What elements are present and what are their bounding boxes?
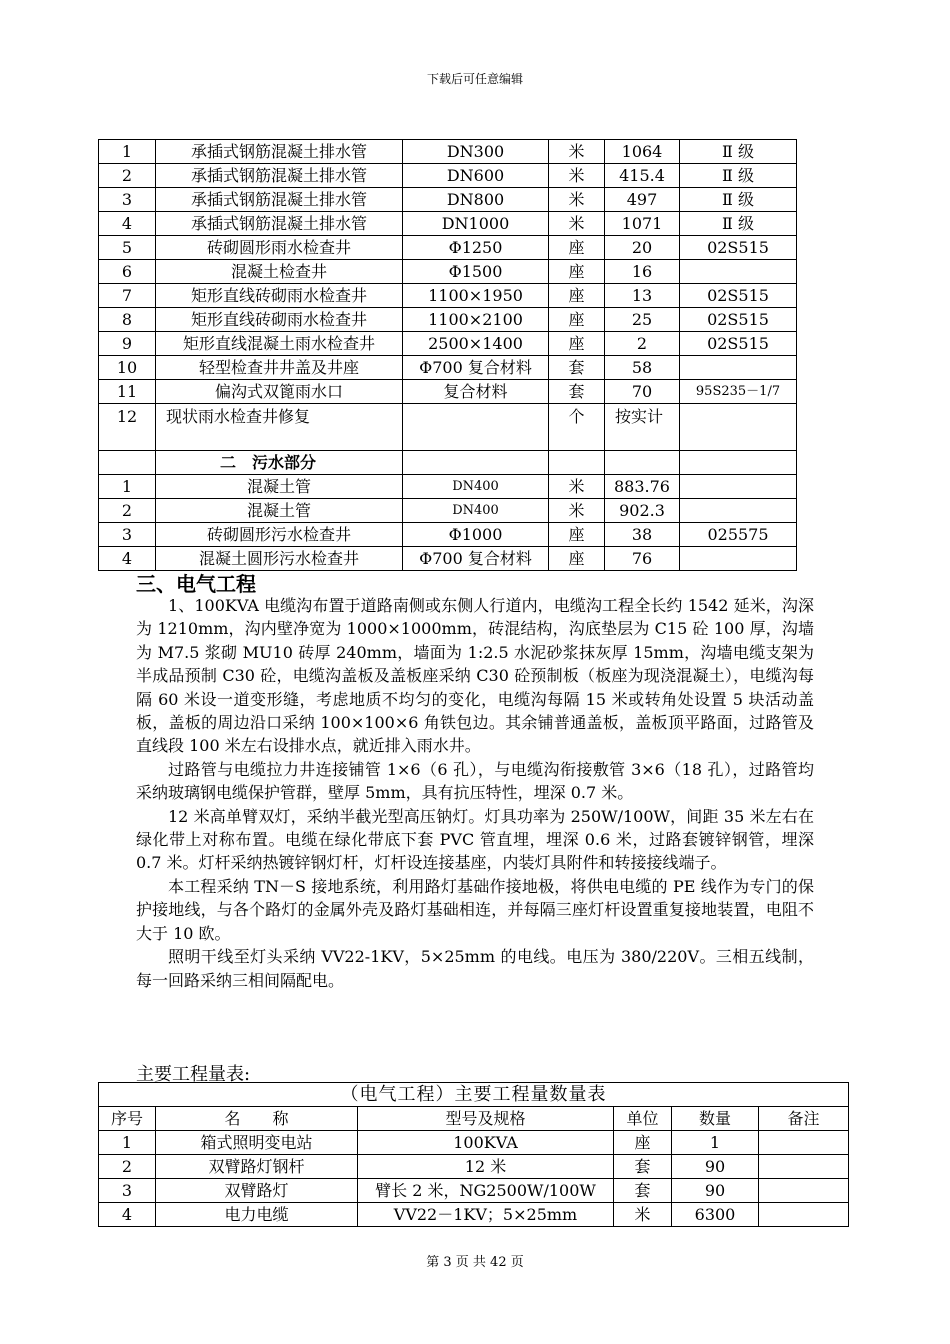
table-cell: 25	[605, 308, 680, 332]
table-cell: 8	[99, 308, 156, 332]
paragraph: 1、100KVA 电缆沟布置于道路南侧或东侧人行道内，电缆沟工程全长约 1542 延米，沟深为 1210mm，沟内壁净宽为 1000×1000mm，砖混结构，沟底垫层为 C15 砼 100 厚，沟墙为 M7.5 浆砌 MU10 砖厚 240mm，墙面为 1:2.5 水泥砂浆抹灰厚 15mm，沟墙电缆支架为半成品预制 C30 砼，电缆沟盖板及盖板座采纳 C30 砼预制板（板座为现浇混凝土），电缆沟每隔 60 米设一道变形缝，考虑地质不均匀的变化，电缆沟每隔 15 米或转角处设置 5 块活动盖板，盖板的周边沿口采纳 100×100×6 角铁包边。其余铺普通盖板，盖板顶平路面，过路管及直线段 100 米左右设排水点，就近排入雨水井。	[136, 596, 814, 756]
table-cell: 电力电缆	[156, 1203, 358, 1227]
table-cell: 2	[99, 164, 156, 188]
section-row	[99, 451, 797, 475]
table-cell: 米	[549, 164, 605, 188]
table-cell	[680, 475, 797, 499]
table-cell	[549, 451, 605, 475]
table-cell: 套	[549, 356, 605, 380]
table-cell: 个	[549, 404, 605, 451]
table-cell: 矩形直线砖砌雨水检查井	[156, 308, 403, 332]
table-cell: Φ1250	[403, 236, 549, 260]
electrical-description	[136, 594, 814, 992]
table-cell	[403, 451, 549, 475]
table-cell: 座	[549, 236, 605, 260]
table-cell	[759, 1155, 849, 1179]
table-cell: 10	[99, 356, 156, 380]
table-cell: DN400	[403, 499, 549, 523]
table-cell: 套	[614, 1179, 672, 1203]
table-cell	[680, 499, 797, 523]
table-cell	[605, 451, 680, 475]
table-row	[99, 356, 797, 380]
table-cell: 现状雨水检查井修复	[156, 404, 403, 451]
table-cell: 偏沟式双篦雨水口	[156, 380, 403, 404]
table-cell: 12	[99, 404, 156, 451]
table-cell: 11	[99, 380, 156, 404]
table-cell: Φ700 复合材料	[403, 547, 549, 571]
table-cell: 9	[99, 332, 156, 356]
table-cell: 025575	[680, 523, 797, 547]
table-cell: 3	[99, 523, 156, 547]
section-heading-electrical: 三、电气工程	[136, 572, 256, 596]
table-row	[99, 1131, 849, 1155]
paragraph: 过路管与电缆拉力井连接铺管 1×6（6 孔），与电缆沟衔接敷管 3×6（18 孔），过路管均采纳玻璃钢电缆保护管群，壁厚 5mm，具有抗压特性，埋深 0.7 米。	[136, 759, 814, 803]
table-cell: 混凝土圆形污水检查井	[156, 547, 403, 571]
electrical-quantity-table	[98, 1082, 849, 1227]
drainage-quantity-table	[98, 139, 797, 571]
table-cell: 13	[605, 284, 680, 308]
table-cell: DN1000	[403, 212, 549, 236]
table-cell: 1100×2100	[403, 308, 549, 332]
table-cell: 12 米	[358, 1155, 614, 1179]
table-cell: 100KVA	[358, 1131, 614, 1155]
table-row	[99, 547, 797, 571]
table-cell: 3	[99, 188, 156, 212]
table-cell: 名 称	[156, 1107, 358, 1131]
table-cell: 6	[99, 260, 156, 284]
table-cell: 套	[614, 1155, 672, 1179]
table-row	[99, 380, 797, 404]
table-cell: 4	[99, 212, 156, 236]
table-cell: 1064	[605, 140, 680, 164]
table-cell: 座	[614, 1131, 672, 1155]
table-cell: DN600	[403, 164, 549, 188]
table-cell: 砖砌圆形雨水检查井	[156, 236, 403, 260]
table-cell: 矩形直线混凝土雨水检查井	[156, 332, 403, 356]
table-cell: 按实计	[605, 404, 680, 451]
table-cell	[403, 404, 549, 451]
table-cell: 1	[672, 1131, 759, 1155]
table-cell: VV22－1KV；5×25mm	[358, 1203, 614, 1227]
table-cell: 4	[99, 547, 156, 571]
table-cell: 型号及规格	[358, 1107, 614, 1131]
table-cell: 2	[99, 499, 156, 523]
table-cell: 497	[605, 188, 680, 212]
table-cell: 58	[605, 356, 680, 380]
table-title: （电气工程）主要工程量数量表	[99, 1083, 849, 1107]
table-cell	[680, 404, 797, 451]
table-cell: 20	[605, 236, 680, 260]
table-cell: Ⅱ 级	[680, 140, 797, 164]
table-cell: 76	[605, 547, 680, 571]
table-cell: 2500×1400	[403, 332, 549, 356]
table-cell: 902.3	[605, 499, 680, 523]
table-row	[99, 332, 797, 356]
table-cell: 5	[99, 236, 156, 260]
table-cell: DN300	[403, 140, 549, 164]
table-cell: 混凝土管	[156, 499, 403, 523]
section-title-sewage: 二 污水部分	[156, 451, 403, 475]
table-cell: 883.76	[605, 475, 680, 499]
table-cell: 座	[549, 308, 605, 332]
table-cell: 座	[549, 332, 605, 356]
table-cell: 38	[605, 523, 680, 547]
table-cell: 02S515	[680, 308, 797, 332]
table-cell: 70	[605, 380, 680, 404]
table-cell: 座	[549, 523, 605, 547]
table-cell: 16	[605, 260, 680, 284]
table-cell: Ⅱ 级	[680, 164, 797, 188]
table-cell: 2	[605, 332, 680, 356]
table-cell: 02S515	[680, 284, 797, 308]
table-cell: 承插式钢筋混凝土排水管	[156, 164, 403, 188]
table-cell: DN400	[403, 475, 549, 499]
table-cell: 02S515	[680, 236, 797, 260]
table-cell: 双臂路灯钢杆	[156, 1155, 358, 1179]
table-cell	[99, 451, 156, 475]
table-cell	[680, 260, 797, 284]
table-title-row	[99, 1083, 849, 1107]
table-row	[99, 164, 797, 188]
table-cell: 套	[549, 380, 605, 404]
table-cell: Φ700 复合材料	[403, 356, 549, 380]
table-cell: 4	[99, 1203, 156, 1227]
table-cell: 座	[549, 260, 605, 284]
table-cell: 砖砌圆形污水检查井	[156, 523, 403, 547]
table-cell: 数量	[672, 1107, 759, 1131]
table-cell: 90	[672, 1179, 759, 1203]
table-cell	[759, 1131, 849, 1155]
table-row	[99, 499, 797, 523]
table-cell: 双臂路灯	[156, 1179, 358, 1203]
table-cell: 415.4	[605, 164, 680, 188]
table-cell: 1	[99, 140, 156, 164]
table-cell: 序号	[99, 1107, 156, 1131]
table-cell: Ⅱ 级	[680, 212, 797, 236]
table-cell	[759, 1179, 849, 1203]
table-cell: 轻型检查井井盖及井座	[156, 356, 403, 380]
table-row	[99, 308, 797, 332]
table-cell: 2	[99, 1155, 156, 1179]
table-row	[99, 284, 797, 308]
table-cell: 臂长 2 米，NG2500W/100W	[358, 1179, 614, 1203]
table-cell: 米	[549, 475, 605, 499]
table-cell: Φ1000	[403, 523, 549, 547]
table-cell: 米	[549, 188, 605, 212]
table-cell: 1071	[605, 212, 680, 236]
table-cell: 6300	[672, 1203, 759, 1227]
table-row	[99, 212, 797, 236]
table-cell: 混凝土检查井	[156, 260, 403, 284]
paragraph: 12 米高单臂双灯，采纳半截光型高压钠灯。灯具功率为 250W/100W，间距 35 米左右在绿化带上对称布置。电缆在绿化带底下套 PVC 管直埋，埋深 0.6 米，过路套镀锌钢管，埋深 0.7 米。灯杆采纳热镀锌钢灯杆，灯杆设连接基座，内装灯具附件和转接接线端子。	[136, 806, 814, 873]
table-cell: 1	[99, 475, 156, 499]
table-cell: 备注	[759, 1107, 849, 1131]
table-row	[99, 1107, 849, 1131]
table-cell: 米	[549, 212, 605, 236]
table-cell: 米	[549, 140, 605, 164]
table-cell	[680, 451, 797, 475]
table-row	[99, 236, 797, 260]
table-cell: 承插式钢筋混凝土排水管	[156, 188, 403, 212]
table-cell	[680, 356, 797, 380]
table-cell: 座	[549, 284, 605, 308]
table-row	[99, 523, 797, 547]
table-cell: 矩形直线砖砌雨水检查井	[156, 284, 403, 308]
table-row	[99, 1203, 849, 1227]
page-footer: 第 3 页 共 42 页	[426, 1255, 524, 1270]
table-row	[99, 140, 797, 164]
table-cell: 承插式钢筋混凝土排水管	[156, 140, 403, 164]
table-cell: 承插式钢筋混凝土排水管	[156, 212, 403, 236]
table-cell	[680, 547, 797, 571]
table-cell: 90	[672, 1155, 759, 1179]
table-row	[99, 1155, 849, 1179]
table-cell: 单位	[614, 1107, 672, 1131]
table-row	[99, 404, 797, 451]
table-cell: 混凝土管	[156, 475, 403, 499]
table-cell: 米	[549, 499, 605, 523]
table-cell: 1100×1950	[403, 284, 549, 308]
paragraph: 照明干线至灯头采纳 VV22-1KV，5×25mm 的电线。电压为 380/220V。三相五线制，每一回路采纳三相间隔配电。	[136, 947, 814, 990]
table-row	[99, 260, 797, 284]
table-cell: Ⅱ 级	[680, 188, 797, 212]
table-cell: Φ1500	[403, 260, 549, 284]
page-header: 下载后可任意编辑	[426, 72, 523, 86]
table-cell: 箱式照明变电站	[156, 1131, 358, 1155]
table-cell: 3	[99, 1179, 156, 1203]
table-row	[99, 475, 797, 499]
table-cell	[759, 1203, 849, 1227]
table-cell: 1	[99, 1131, 156, 1155]
table-cell: 米	[614, 1203, 672, 1227]
table-cell: 02S515	[680, 332, 797, 356]
table-cell: DN800	[403, 188, 549, 212]
table-cell: 复合材料	[403, 380, 549, 404]
table-cell: 95S235－1/7	[680, 380, 797, 404]
quantity-table-caption: 主要工程量表:	[136, 1064, 251, 1085]
table-cell: 座	[549, 547, 605, 571]
table-cell: 7	[99, 284, 156, 308]
table-row	[99, 188, 797, 212]
table-row	[99, 1179, 849, 1203]
paragraph: 本工程采纳 TN－S 接地系统，利用路灯基础作接地极，将供电电缆的 PE 线作为专门的保护接地线，与各个路灯的金属外壳及路灯基础相连，并每隔三座灯杆设置重复接地装置，电阻不大于 10 欧。	[136, 876, 814, 943]
